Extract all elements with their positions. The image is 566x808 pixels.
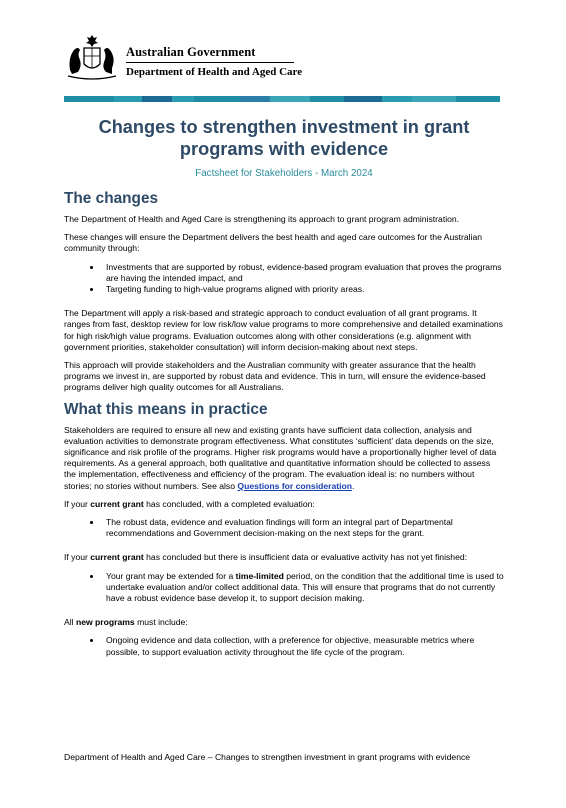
changes-paragraph-1: The Department of Health and Aged Care is strengthening its approach to grant program administration. xyxy=(64,214,460,224)
department-name: Department of Health and Aged Care xyxy=(126,66,303,78)
changes-paragraph-3: The Department will apply a risk-based and strategic approach to conduct evaluation of all grant programs. It ranges from fast, desktop review for low risk/low value programs to more comprehensive and detailed examinations for high risk/high value programs. Evaluation outcomes along with other considerations (e.g. alignment with government priorities, stakeholder consultation) will inform decision-making about next steps. xyxy=(64,308,503,352)
government-name: Australian Government xyxy=(126,45,256,59)
questions-for-consideration-link[interactable]: Questions for consideration xyxy=(237,480,353,491)
new-programs-list xyxy=(64,635,504,657)
list-item: • Ongoing evidence and data collection, with a preference for objective, measurable metrics where possible, to support evaluation activity throughout the life cycle of the program. xyxy=(102,635,504,657)
changes-paragraph-2: These changes will ensure the Department delivers the best health and aged care outcomes for the Australian community through: xyxy=(64,232,482,254)
stripe-segment xyxy=(382,96,412,102)
color-stripe xyxy=(64,96,500,102)
condition-new-programs: All new programs must include: xyxy=(64,617,188,628)
document-body xyxy=(64,112,504,666)
condition-insufficient-data: If your current grant has concluded but there is insufficient data or evaluative activity has not yet finished: xyxy=(64,552,468,563)
stripe-segment xyxy=(114,96,142,102)
stripe-segment xyxy=(194,96,240,102)
page-title: Changes to strengthen investment in grant programs with evidence xyxy=(98,117,470,159)
page-subtitle: Factsheet for Stakeholders - March 2024 xyxy=(195,168,373,179)
completed-evaluation-list xyxy=(64,517,504,539)
list-item: • Investments that are supported by robust, evidence-based program evaluation that proves the programs are having the intended impact, and xyxy=(102,262,504,284)
stripe-segment xyxy=(142,96,172,102)
stripe-segment xyxy=(344,96,382,102)
heading-the-changes: The changes xyxy=(64,190,159,207)
changes-paragraph-4: This approach will provide stakeholders and the Australian community with greater assurance that the health programs we invest in, are supported by robust data and evidence. This in turn, will ensure the evidence-based programs deliver high quality outcomes for all Australians. xyxy=(64,360,486,393)
header-divider xyxy=(126,62,294,63)
condition-completed-evaluation: If your current grant has concluded, with a completed evaluation: xyxy=(64,498,315,509)
page-footer: Department of Health and Aged Care – Changes to strengthen investment in grant programs with evidence xyxy=(64,752,471,762)
list-item: • The robust data, evidence and evaluation findings will form an integral part of Departmental recommendations and Government decision-making on the next steps for the grant. xyxy=(102,517,504,539)
stripe-segment xyxy=(456,96,500,102)
stripe-segment xyxy=(270,96,310,102)
practice-paragraph-1: Stakeholders are required to ensure all new and existing grants have sufficient data collection, analysis and evaluation activities to demonstrate program effectiveness. What constitutes ‘sufficient’ data depends on the size, significance and risk profile of the programs. Higher risk programs would have a proportionally higher level of data requirements. As a general approach, both qualitative and quantitative information should be collected to assess the implementation, effectiveness and efficiency of the program. The evaluation ideal is: no numbers without stories; no stories without numbers. See also Questions for consideration. xyxy=(64,424,497,491)
changes-bullet-list xyxy=(64,262,504,296)
stripe-segment xyxy=(64,96,114,102)
heading-what-this-means: What this means in practice xyxy=(64,400,268,418)
list-item: • Targeting funding to high-value programs aligned with priority areas. xyxy=(102,284,504,295)
stripe-segment xyxy=(412,96,456,102)
coat-of-arms-icon xyxy=(64,34,120,82)
stripe-segment xyxy=(310,96,344,102)
insufficient-data-list xyxy=(64,571,504,605)
header xyxy=(64,34,504,82)
list-item: • Your grant may be extended for a time-limited period, on the condition that the additional time is used to undertake evaluation and/or collect additional data. This will ensure that programs that do not currently have a robust evidence base develop it, to support decision making. xyxy=(102,571,504,605)
stripe-segment xyxy=(172,96,194,102)
stripe-segment xyxy=(240,96,270,102)
